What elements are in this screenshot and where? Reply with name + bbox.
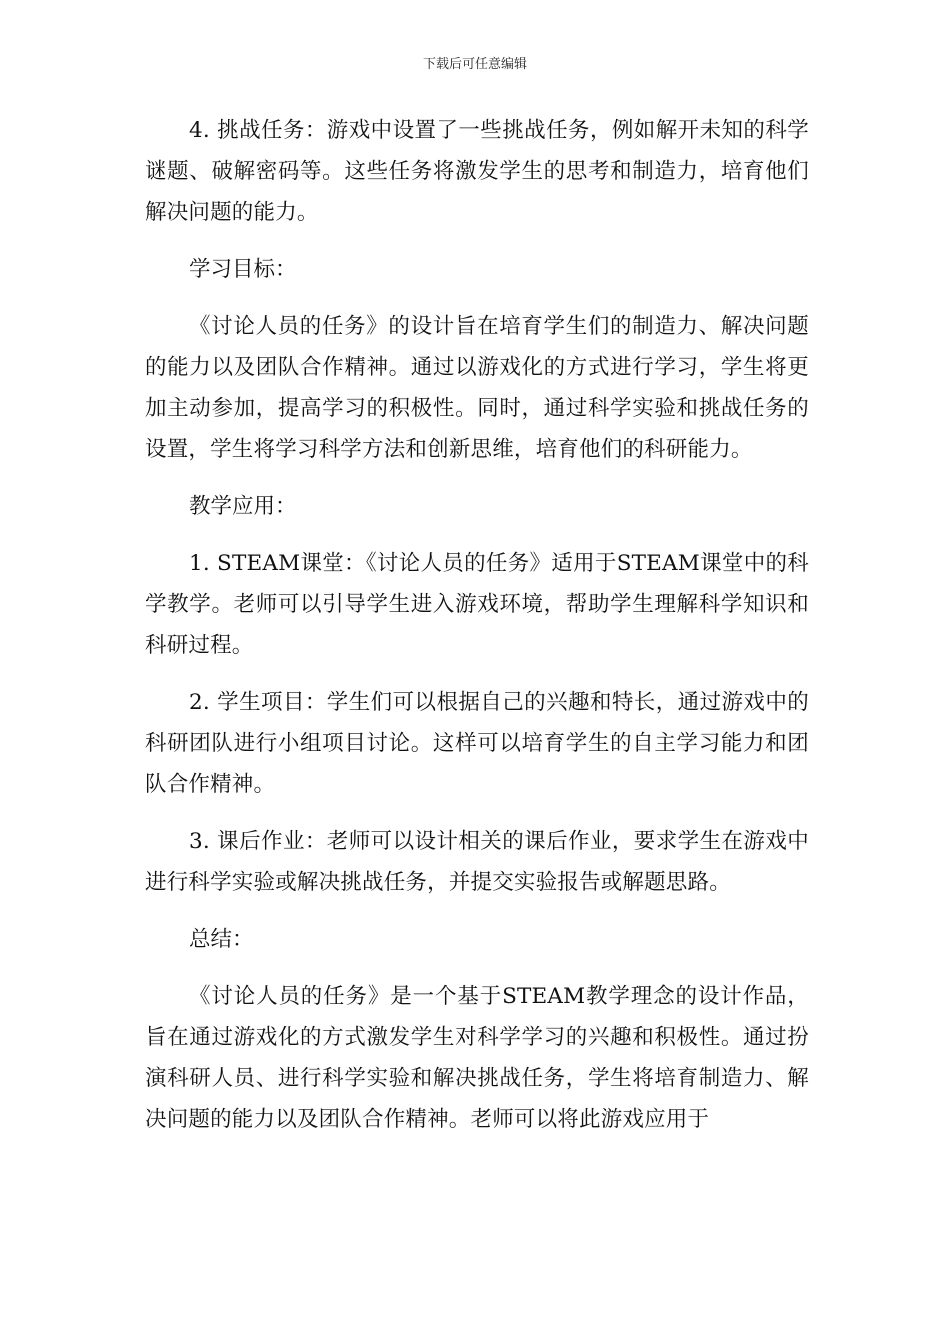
- paragraph-steam-classroom: 1. STEAM课堂：《讨论人员的任务》适用于STEAM课堂中的科学教学。老师可以引导学生进入游戏环境，帮助学生理解科学知识和科研过程。: [145, 551, 809, 658]
- paragraph-homework: 3. 课后作业：老师可以设计相关的课后作业，要求学生在游戏中进行科学实验或解决挑战任务，并提交实验报告或解题思路。: [145, 829, 809, 895]
- paragraph-challenge-tasks: 4. 挑战任务：游戏中设置了一些挑战任务，例如解开未知的科学谜题、破解密码等。这些任务将激发学生的思考和制造力，培育他们解决问题的能力。: [145, 118, 809, 225]
- paragraph-student-projects: 2. 学生项目：学生们可以根据自己的兴趣和特长，通过游戏中的科研团队进行小组项目讨论。这样可以培育学生的自主学习能力和团队合作精神。: [145, 690, 809, 797]
- paragraph-learning-goals: 《讨论人员的任务》的设计旨在培育学生们的制造力、解决问题的能力以及团队合作精神。通过以游戏化的方式进行学习，学生将更加主动参加，提高学习的积极性。同时，通过科学实验和挑战任务的设置，学生将学习科学方法和创新思维，培育他们的科研能力。: [145, 314, 809, 462]
- paragraph-summary: 《讨论人员的任务》是一个基于STEAM教学理念的设计作品，旨在通过游戏化的方式激发学生对科学学习的兴趣和积极性。通过扮演科研人员、进行科学实验和解决挑战任务，学生将培育制造力、解决问题的能力以及团队合作精神。老师可以将此游戏应用于: [145, 984, 809, 1132]
- heading-learning-goals: 学习目标：: [189, 257, 297, 282]
- page-header: 下载后可任意编辑: [422, 57, 527, 72]
- document-body: [145, 110, 809, 1156]
- heading-teaching-application: 教学应用：: [189, 494, 297, 519]
- heading-summary: 总结：: [189, 927, 254, 952]
